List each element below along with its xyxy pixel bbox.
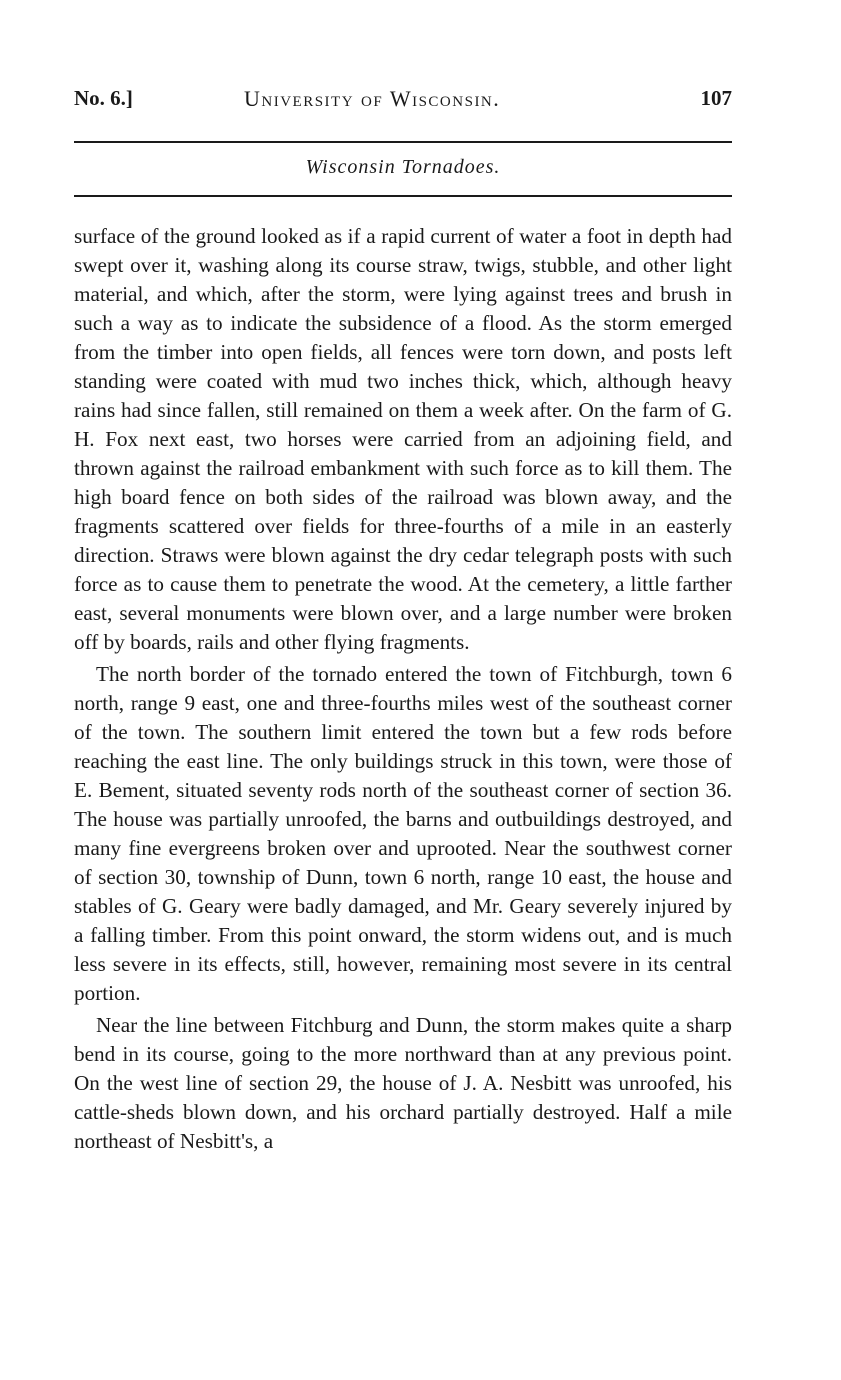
header-rule-top [74,141,732,143]
paragraph-continued: surface of the ground looked as if a rapid current of water a foot in depth had swept over it, washing along its course straw, twigs, stubble, and other light material, and which, after the storm, were lying against trees and brush in such a way as to indicate the subsidence of a flood. As the storm emerged from the timber into open fields, all fences were torn down, and posts left standing were coated with mud two inches thick, which, although heavy rains had since fallen, still remained on them a week after. On the farm of G. H. Fox next east, two horses were carried from an adjoining field, and thrown against the railroad embankment with such force as to kill them. The high board fence on both sides of the railroad was blown away, and the fragments scattered over fields for three-fourths of a mile in an easterly direction. Straws were blown against the dry cedar telegraph posts with such force as to cause them to penetrate the wood. At the cemetery, a little farther east, several monuments were blown over, and a large number were broken off by boards, rails and other flying fragments. [74,224,732,654]
running-header [74,86,732,116]
journal-number: No. 6.] [74,86,133,110]
section-title: Wisconsin Tornadoes. [305,156,501,178]
page-number: 107 [700,86,732,110]
paragraph: The north border of the tornado entered the town of Fitchburgh, town 6 north, range 9 east, one and three-fourths miles west of the southeast corner of the town. The southern limit entered the town but a few rods before reaching the east line. The only buildings struck in this town, were those of E. Bement, situated seventy rods north of the southeast corner of section 36. The house was partially unroofed, the barns and outbuildings destroyed, and many fine evergreens broken over and uprooted. Near the southwest corner of section 30, township of Dunn, town 6 north, range 10 east, the house and stables of G. Geary were badly damaged, and Mr. Geary severely injured by a falling timber. From this point onward, the storm widens out, and is much less severe in its effects, still, however, remaining most severe in its central portion. [74,662,732,1005]
paragraph: Near the line between Fitchburg and Dunn, the storm makes quite a sharp bend in its course, going to the more northward than at any previous point. On the west line of section 29, the house of J. A. Nesbitt was unroofed, his cattle-sheds blown down, and his orchard partially destroyed. Half a mile northeast of Nesbitt's, a [74,1013,732,1153]
header-rule-bottom [74,195,732,197]
document-page [74,0,732,1380]
body-text [74,222,732,1156]
running-title: University of Wisconsin. [244,86,501,111]
